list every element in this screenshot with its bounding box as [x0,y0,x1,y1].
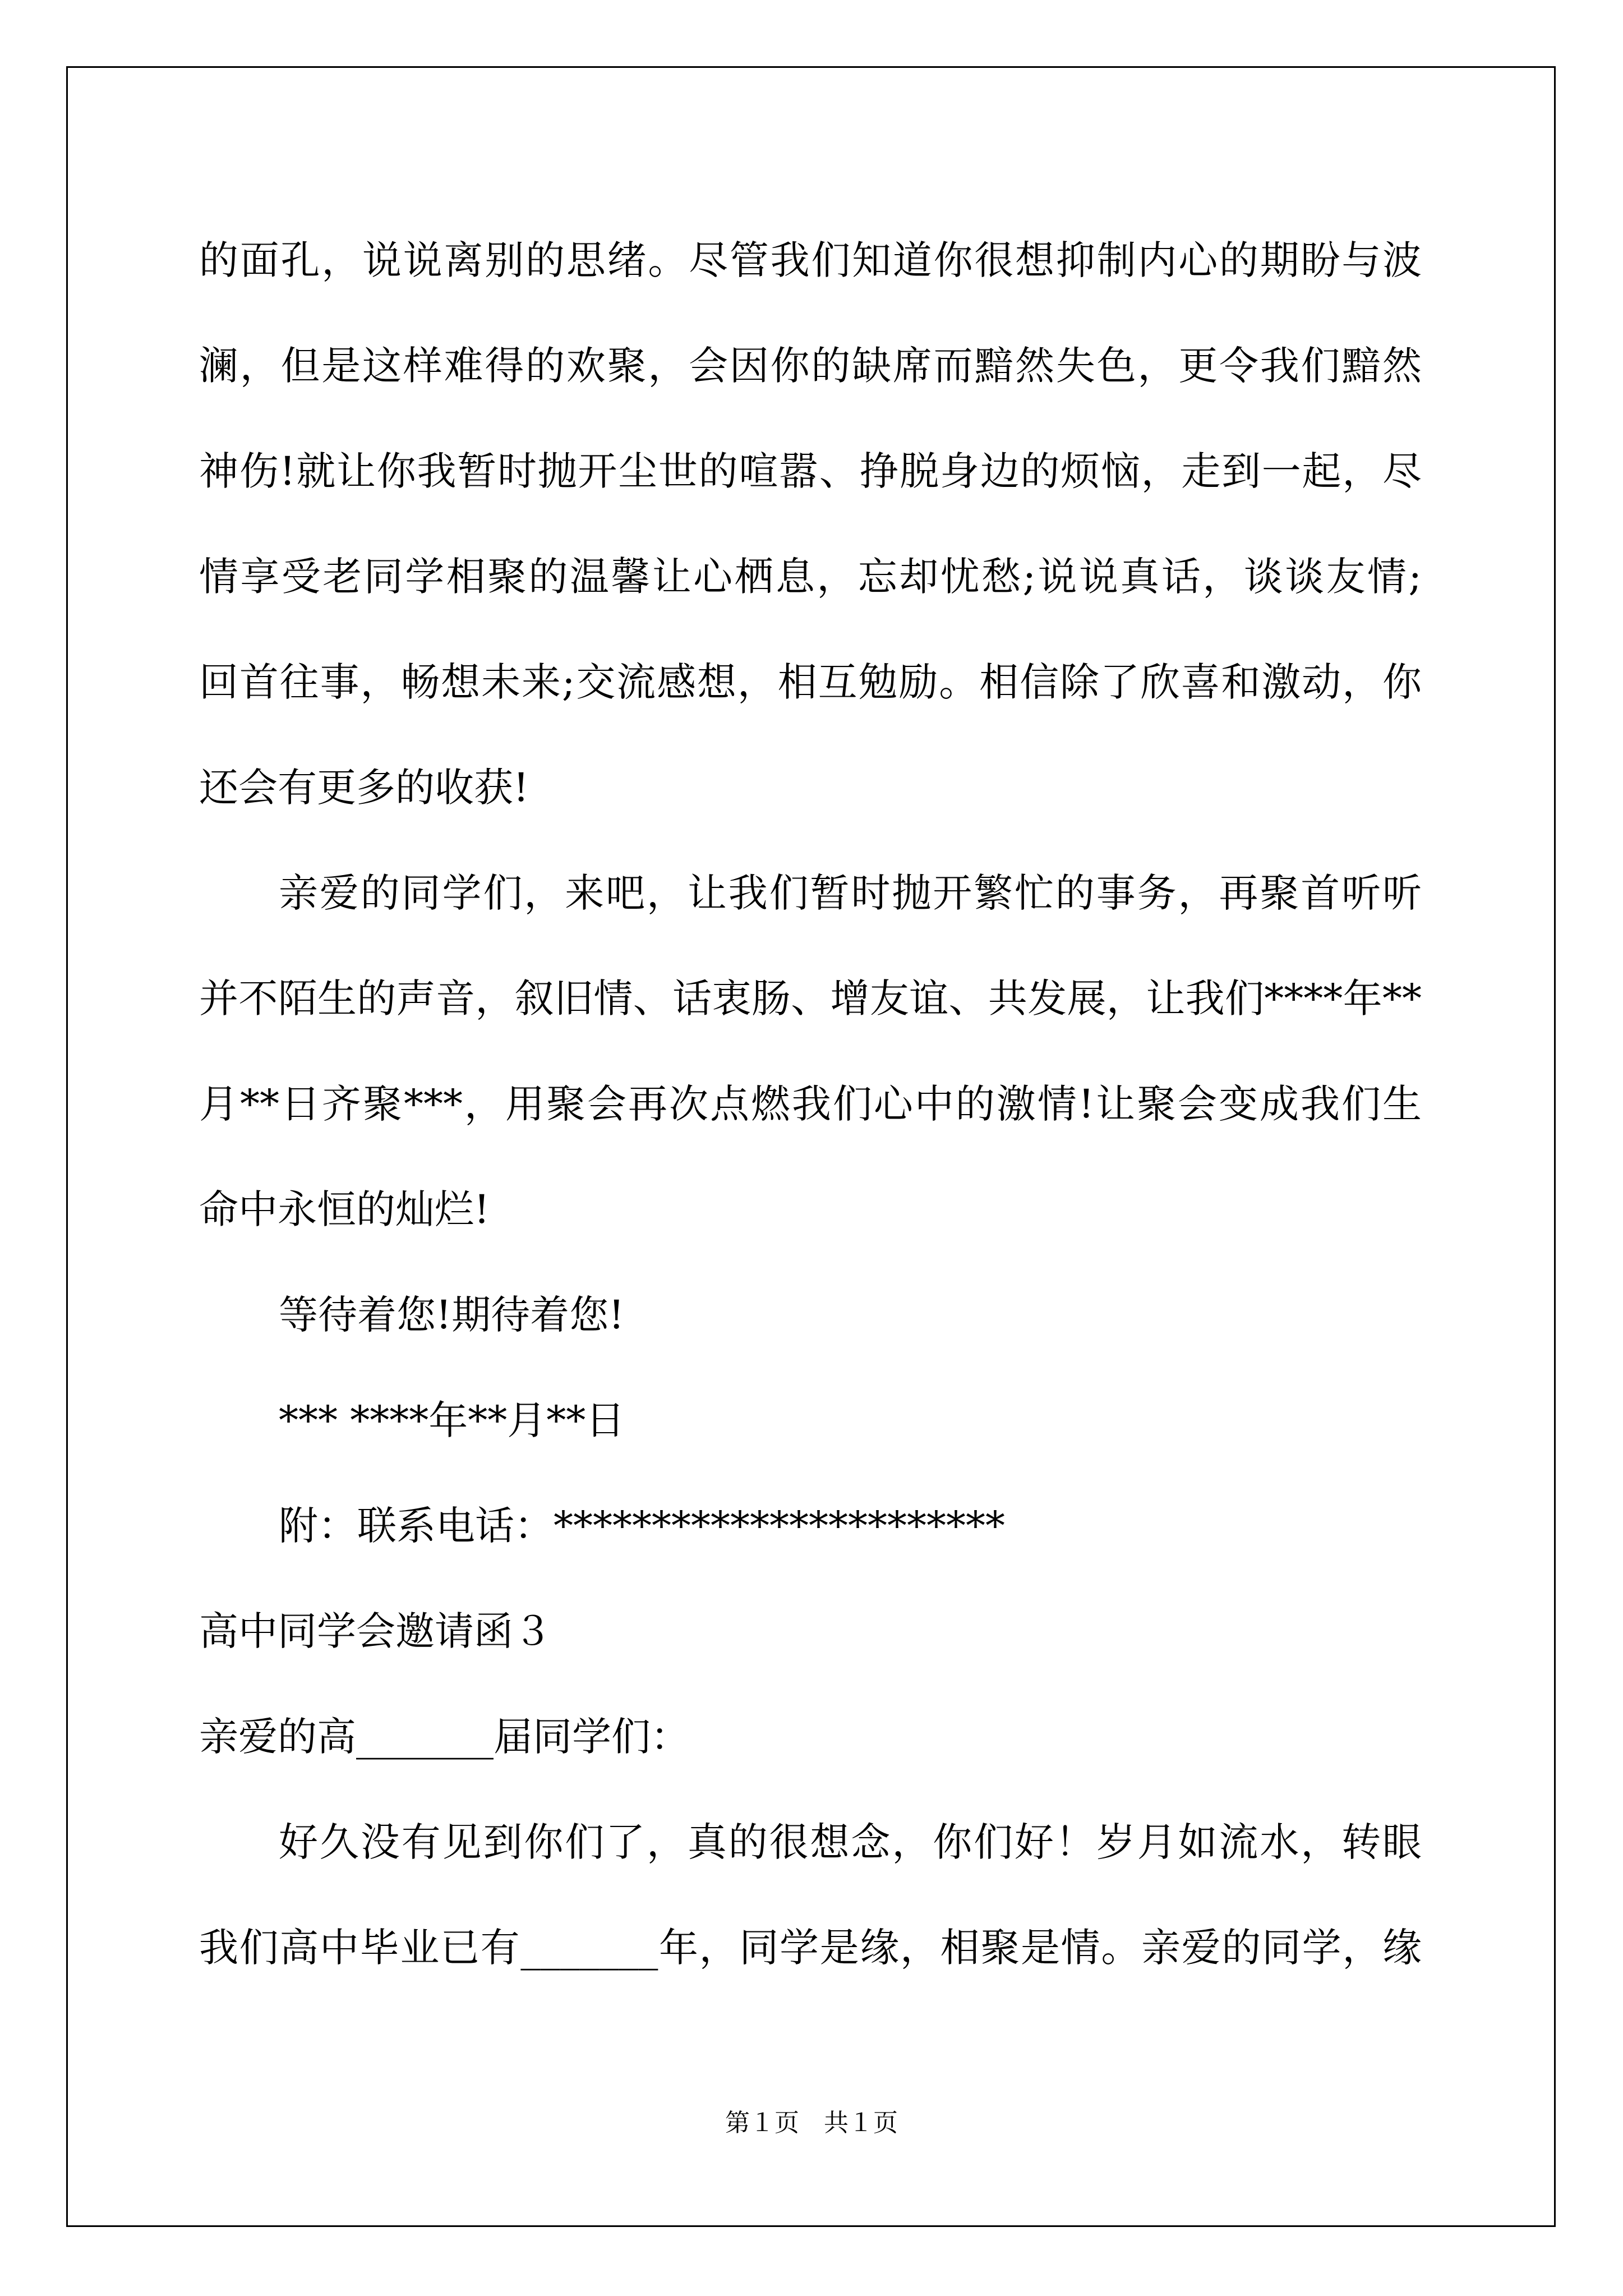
document-body [199,208,1422,2000]
text-line: 澜，但是这样难得的欢聚，会因你的缺席而黯然失色，更令我们黯然 [199,343,1422,389]
text-line: *** ****年**月**日 [279,1397,625,1443]
text-line: 回首往事，畅想未来;交流感想，相互勉励。相信除了欣喜和激动，你 [199,659,1422,705]
text-line: 的面孔，说说离别的思绪。尽管我们知道你很想抑制内心的期盼与波 [199,237,1422,283]
page-number-footer: 第１页 共１页 [725,2109,898,2137]
text-line: 神伤!就让你我暂时抛开尘世的喧嚣、挣脱身边的烦恼，走到一起，尽 [199,448,1422,494]
text-line: 附：联系电话：*********************** [279,1503,1005,1549]
text-line: 情享受老同学相聚的温馨让心栖息，忘却忧愁;说说真话，谈谈友情; [199,554,1422,600]
text-line: 亲爱的高_______届同学们： [199,1714,690,1760]
text-line: 亲爱的同学们，来吧，让我们暂时抛开繁忙的事务，再聚首听听 [279,870,1422,916]
text-line: 还会有更多的收获! [199,765,529,811]
text-line: 等待着您!期待着您! [279,1292,625,1338]
text-line: 我们高中毕业已有_______年，同学是缘，相聚是情。亲爱的同学，缘 [199,1925,1422,1971]
text-line: 并不陌生的声音，叙旧情、话衷肠、增友谊、共发展，让我们****年** [199,976,1422,1022]
text-line: 命中永恒的灿烂! [199,1186,490,1232]
text-line: 月**日齐聚***，用聚会再次点燃我们心中的激情!让聚会变成我们生 [199,1081,1422,1127]
text-line: 好久没有见到你们了，真的很想念，你们好！岁月如流水，转眼 [279,1819,1422,1865]
text-line: 高中同学会邀请函３ [199,1608,552,1654]
